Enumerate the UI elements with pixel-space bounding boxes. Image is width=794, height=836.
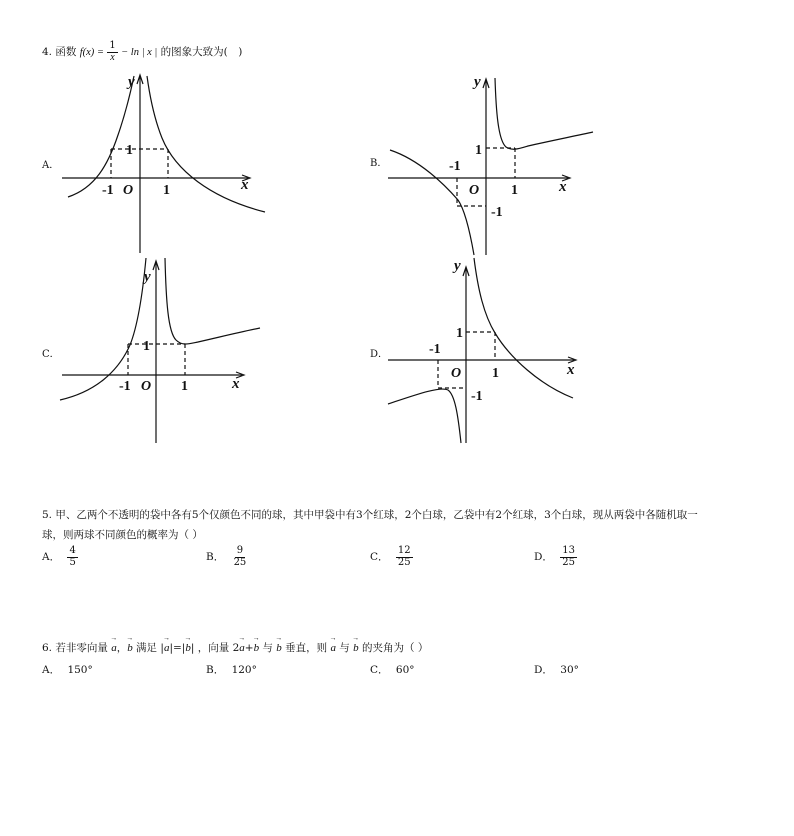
- curve-left-branch: [388, 389, 461, 443]
- q6-separator: ，: [116, 642, 128, 654]
- q5-option-d[interactable]: [534, 546, 577, 568]
- vector-b: → b: [353, 642, 359, 654]
- vector-b: → b: [127, 642, 133, 654]
- graph-option-a: [50, 70, 280, 260]
- question-5-line-1: 5. 甲、乙两个不透明的袋中各有5个仅颜色不同的球，其中甲袋中有3个红球，2个白球，乙袋中有2个红球，3个白球，现从两袋中各随机取一: [42, 509, 698, 521]
- tick-x-1: 1: [163, 183, 170, 198]
- option-d-label[interactable]: D．: [370, 349, 389, 360]
- option-value: 150°: [67, 664, 93, 676]
- graph-option-c: [55, 255, 265, 445]
- curve-left-branch: [60, 258, 146, 400]
- option-fraction: [232, 546, 249, 568]
- equals-sign: =: [172, 642, 182, 654]
- option-label: A．: [42, 664, 61, 676]
- option-value: 120°: [231, 664, 257, 676]
- tick-x-neg1: -1: [449, 159, 461, 174]
- vector-b: → b: [276, 642, 282, 654]
- y-axis-label: y: [454, 258, 461, 274]
- option-label: D．: [534, 551, 553, 563]
- origin-label: O: [141, 379, 152, 394]
- vector-a: → a: [111, 642, 117, 654]
- y-axis-label: y: [474, 74, 481, 90]
- vector-b: → b: [185, 642, 191, 654]
- q6-text-2: 满足: [136, 642, 158, 654]
- graph-option-d: [385, 255, 595, 445]
- function-rest: − ln | x |: [121, 47, 158, 58]
- tick-x-1: 1: [511, 183, 518, 198]
- question-text: 的图象大致为( ): [160, 46, 243, 58]
- tick-x-neg1: -1: [102, 183, 114, 198]
- option-value: 30°: [560, 664, 579, 676]
- option-label: B．: [206, 551, 225, 563]
- option-label: A．: [42, 551, 61, 563]
- option-fraction: [396, 546, 413, 568]
- q6-option-a[interactable]: [42, 662, 93, 677]
- y-axis-label: y: [144, 269, 151, 285]
- option-label: C．: [370, 664, 389, 676]
- option-c-label[interactable]: C．: [42, 349, 60, 360]
- graph-option-b: [385, 68, 600, 258]
- fraction-denominator: 25: [233, 556, 247, 568]
- option-a-label[interactable]: A．: [42, 160, 60, 171]
- x-axis-label: x: [232, 376, 240, 392]
- fraction-one-over-x: [107, 41, 117, 63]
- plus-sign: +: [244, 642, 254, 654]
- q5-option-a[interactable]: [42, 546, 78, 568]
- curve-right-branch: [474, 258, 573, 398]
- q6-text-4: 与: [262, 642, 273, 654]
- question-intro: 函数: [55, 46, 77, 58]
- tick-x-neg1: -1: [429, 342, 441, 357]
- q6-text-1: 6. 若非零向量: [42, 642, 108, 654]
- q6-option-d[interactable]: [534, 662, 579, 677]
- y-axis-label: y: [128, 74, 135, 90]
- q6-text-6: 与: [339, 642, 350, 654]
- fraction-numerator: 1: [109, 40, 116, 51]
- q6-text-7: 的夹角为（ ）: [361, 642, 429, 654]
- fraction-numerator: 4: [69, 545, 76, 556]
- curve-right-branch: [165, 258, 260, 344]
- tick-y-1: 1: [126, 143, 133, 158]
- tick-x-1: 1: [492, 366, 499, 381]
- question-number: 4.: [42, 46, 53, 58]
- tick-y-1: 1: [475, 143, 482, 158]
- option-fraction: [67, 546, 77, 568]
- q5-option-b[interactable]: [206, 546, 248, 568]
- tick-y-neg1: -1: [491, 205, 503, 220]
- function-lhs: f(x) =: [79, 47, 104, 58]
- option-b-label[interactable]: B．: [370, 158, 388, 169]
- q6-option-c[interactable]: [370, 662, 415, 677]
- curve-left-branch: [390, 150, 474, 255]
- tick-y-1: 1: [143, 339, 150, 354]
- x-axis-label: x: [241, 177, 249, 193]
- x-axis-label: x: [567, 362, 575, 378]
- abs-bar: |: [160, 642, 164, 654]
- q5-option-c[interactable]: [370, 546, 413, 568]
- origin-label: O: [123, 183, 134, 198]
- vector-a: → a: [330, 642, 336, 654]
- option-label: D．: [534, 664, 553, 676]
- option-fraction: [560, 546, 577, 568]
- fraction-numerator: 9: [236, 545, 244, 556]
- coefficient: 2: [232, 642, 240, 654]
- vector-a: → a: [164, 642, 170, 654]
- q6-text-5: 垂直，则: [285, 642, 328, 654]
- x-axis-label: x: [559, 179, 567, 195]
- fraction-denominator: 5: [69, 556, 76, 568]
- fraction-denominator: 25: [397, 556, 411, 568]
- tick-x-neg1: -1: [119, 379, 131, 394]
- vector-a: → a: [239, 642, 245, 654]
- vector-b: → b: [254, 642, 260, 654]
- curve-right-branch: [495, 78, 593, 149]
- abs-bar: |: [169, 642, 173, 654]
- tick-y-1: 1: [456, 326, 463, 341]
- curve-left-branch: [68, 76, 134, 197]
- abs-bar: |: [190, 642, 195, 654]
- question-4-stem: [42, 41, 242, 63]
- origin-label: O: [469, 183, 480, 198]
- origin-label: O: [451, 366, 462, 381]
- q6-option-b[interactable]: [206, 662, 257, 677]
- option-value: 60°: [395, 664, 415, 676]
- fraction-denominator: 25: [562, 556, 575, 568]
- fraction-numerator: 12: [397, 545, 411, 556]
- option-label: C．: [370, 551, 389, 563]
- abs-bar: |: [181, 642, 186, 654]
- option-label: B．: [206, 664, 225, 676]
- tick-x-1: 1: [181, 379, 188, 394]
- tick-y-neg1: -1: [471, 389, 483, 404]
- question-6-stem: [42, 640, 428, 655]
- question-5-line-2: 球，则两球不同颜色的概率为（ ）: [42, 529, 203, 541]
- q6-text-3: ，向量: [197, 642, 230, 654]
- fraction-denominator: x: [110, 51, 115, 63]
- fraction-numerator: 13: [562, 545, 575, 556]
